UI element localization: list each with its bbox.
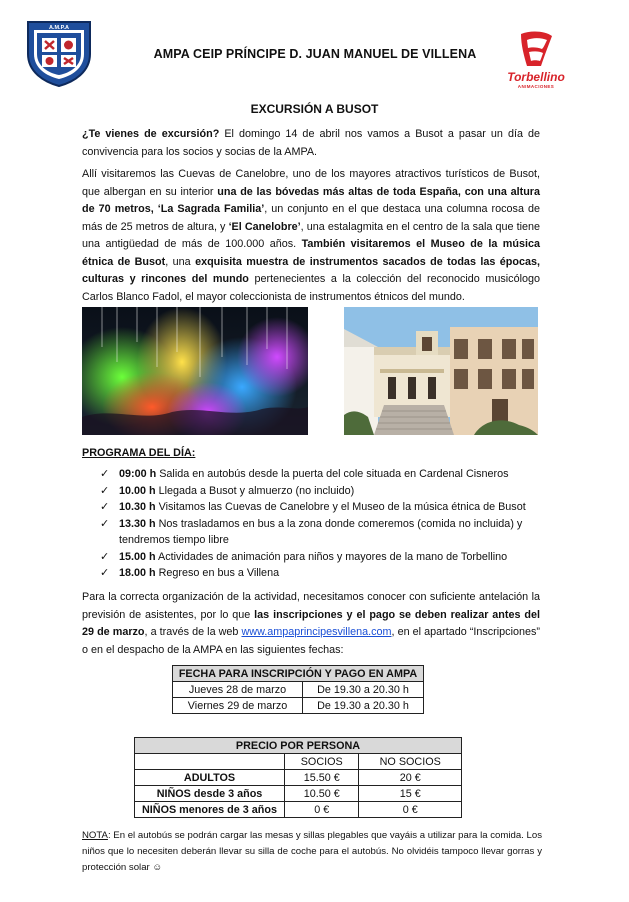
registration-text: , en el apartado “Inscripciones” o en el despacho de la AMPA en las siguientes fechas:	[82, 626, 540, 656]
table-row	[173, 682, 424, 698]
description-bold: una de las bóvedas más altas de toda España, con una altura de 70 metros, ‘La Sagrada Familia’	[82, 185, 540, 215]
registration-paragraph	[82, 589, 540, 659]
price-nosocios: 20 €	[359, 770, 462, 786]
list-item	[100, 499, 540, 516]
dates-table-header: FECHA PARA INSCRIPCIÓN Y PAGO EN AMPA	[173, 666, 424, 682]
program-time: 10.30 h	[119, 501, 156, 513]
price-row-label: NIÑOS menores de 3 años	[135, 802, 285, 818]
program-time: 10.00 h	[119, 484, 156, 497]
description-bold: También visitaremos el Museo de la música étnica de Busot	[82, 238, 540, 268]
empty-cell	[135, 754, 285, 770]
registration-deadline: las inscripciones y el pago se deben realizar antes del 29 de marzo	[82, 608, 540, 638]
program-time: 15.00 h	[119, 550, 156, 563]
price-nosocios: 0 €	[359, 802, 462, 818]
museum-photo	[344, 307, 538, 435]
logo-subtitle: ANIMACIONES	[517, 84, 555, 89]
table-row	[135, 770, 462, 786]
note-text: : En el autobús se podrán cargar las mesas y sillas plegables que vayáis a utilizar para la comida. Los niños que lo necesiten deberán llevar su silla de coche para el autobús. No olvidéis tampoco llevar gorras y protección solar ☺	[82, 830, 542, 873]
check-icon: ✓	[100, 484, 110, 497]
program-list	[100, 466, 540, 582]
note-paragraph	[82, 828, 542, 876]
price-socios: 0 €	[285, 802, 359, 818]
description-text: , una estalagmita en el centro de la sala que tiene una antigüedad de más de 100.000 años.	[82, 220, 541, 250]
ampa-crest-icon	[22, 14, 96, 88]
list-item	[100, 565, 540, 582]
price-table	[134, 737, 462, 818]
date-cell: Viernes 29 de marzo	[173, 698, 303, 714]
torbellino-logo-icon	[497, 30, 575, 92]
price-nosocios: 15 €	[359, 786, 462, 802]
check-icon: ✓	[100, 517, 110, 530]
logo-wordmark: Torbellino	[507, 70, 565, 84]
intro-text: El domingo 14 de abril nos vamos a Busot a pasar un día de convivencia para los socios y socias de la AMPA.	[82, 128, 540, 158]
table-row	[135, 754, 462, 770]
program-time: 09:00 h	[119, 468, 157, 480]
time-cell: De 19.30 a 20.30 h	[303, 682, 424, 698]
note-label: NOTA	[82, 830, 108, 841]
program-time: 18.00 h	[119, 567, 156, 579]
table-row	[173, 698, 424, 714]
cave-photo	[82, 307, 308, 435]
program-text: Regreso en bus a Villena	[155, 567, 280, 579]
program-title: PROGRAMA DEL DÍA:	[82, 447, 196, 459]
table-row	[135, 786, 462, 802]
crest-label: A.M.P.A	[48, 25, 70, 31]
table-row	[135, 802, 462, 818]
program-text: Llegada a Busot y almuerzo (no incluido)	[155, 484, 355, 497]
list-item	[100, 483, 540, 500]
website-link[interactable]: www.ampaprincipesvillena.com	[241, 626, 392, 638]
program-text: Salida en autobús desde la puerta del cole situada en Cardenal Cisneros	[156, 468, 509, 480]
price-socios: 10.50 €	[285, 786, 359, 802]
date-cell: Jueves 28 de marzo	[173, 682, 303, 698]
price-socios: 15.50 €	[285, 770, 359, 786]
description-bold: exquisita muestra de instrumentos sacados de todas las épocas, culturas y rincones del mundo	[82, 255, 540, 285]
program-text: Nos trasladamos en bus a la zona donde comeremos (comida no incluida) y tendremos tiempo libre	[119, 517, 523, 546]
description-text: , un conjunto en el que destaca una columna rocosa de más de 25 metros de altura, y	[82, 203, 540, 233]
description-text: Allí visitaremos las Cuevas de Canelobre, uno de los mayores atractivos turísticos de Busot, que albergan en su interior	[82, 168, 540, 198]
description-paragraph	[82, 166, 540, 306]
intro-lead: ¿Te vienes de excursión?	[82, 128, 220, 140]
description-bold: ‘El Canelobre’	[228, 220, 301, 233]
document-title: EXCURSIÓN A BUSOT	[250, 102, 379, 116]
column-header-nosocios: NO SOCIOS	[359, 754, 462, 770]
price-row-label: NIÑOS desde 3 años	[135, 786, 285, 802]
check-icon: ✓	[100, 567, 110, 579]
check-icon: ✓	[100, 501, 110, 513]
price-row-label: ADULTOS	[135, 770, 285, 786]
registration-dates-table	[172, 665, 424, 714]
registration-text: Para la correcta organización de la actividad, necesitamos conocer con suficiente antelación la previsión de asistentes, por lo que	[82, 591, 540, 621]
school-title: AMPA CEIP PRÍNCIPE D. JUAN MANUEL DE VILLENA	[153, 47, 477, 61]
column-header-socios: SOCIOS	[285, 754, 359, 770]
description-text: pertenecientes a la colección del reconocido musicólogo Carlos Blanco Fadol, el mayor coleccionista de instrumentos étnicos del mundo.	[82, 273, 540, 303]
check-icon: ✓	[100, 468, 110, 480]
list-item	[100, 549, 540, 566]
time-cell: De 19.30 a 20.30 h	[303, 698, 424, 714]
intro-paragraph	[82, 126, 540, 161]
check-icon: ✓	[100, 550, 110, 563]
list-item	[100, 466, 540, 483]
program-text: Visitamos las Cuevas de Canelobre y el Museo de la música étnica de Busot	[155, 501, 526, 513]
price-table-header: PRECIO POR PERSONA	[135, 738, 462, 754]
list-item	[100, 516, 540, 549]
registration-text: , a través de la web	[144, 626, 242, 638]
program-time: 13.30 h	[119, 517, 156, 530]
program-text: Actividades de animación para niños y mayores de la mano de Torbellino	[155, 550, 508, 563]
description-text: , una	[165, 255, 196, 268]
